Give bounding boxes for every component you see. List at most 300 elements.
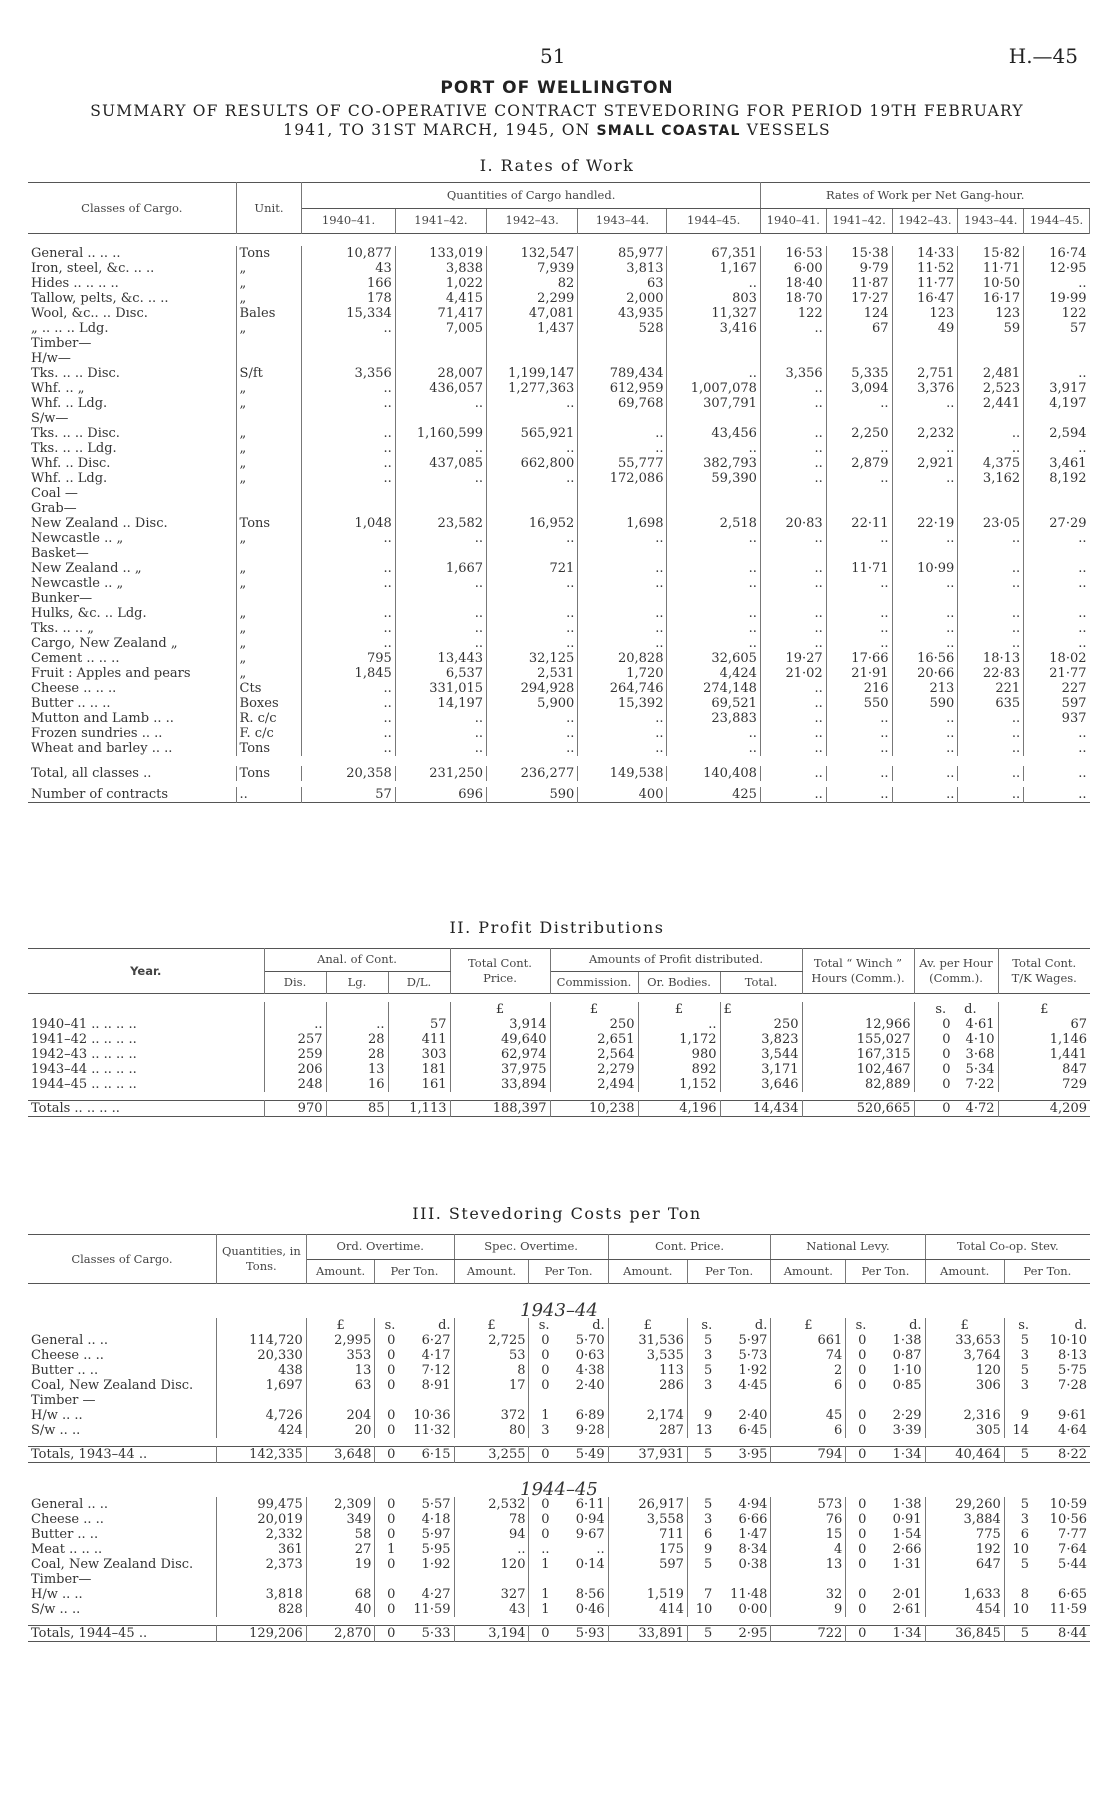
quantity-cell: 99,475 bbox=[216, 1497, 306, 1512]
quantity-cell: 2,332 bbox=[216, 1527, 306, 1542]
quantity-cell: .. bbox=[667, 576, 760, 591]
cargo-class-label: „ .. .. .. Ldg. bbox=[28, 321, 236, 336]
cargo-class-label: Coal — bbox=[28, 486, 236, 501]
com-cell: 2,494 bbox=[550, 1077, 638, 1092]
header-or-bodies: Or. Bodies. bbox=[638, 971, 720, 994]
rate-cell bbox=[1024, 351, 1090, 366]
unit-cell: „ bbox=[236, 531, 302, 546]
amount-cell: 20 bbox=[306, 1423, 375, 1438]
per-ton-shillings: 0 bbox=[858, 1542, 867, 1557]
av-pence: 3·68 bbox=[965, 1047, 995, 1062]
quantity-cell: .. bbox=[487, 396, 578, 411]
per-ton-pence: 2·40 bbox=[553, 1378, 609, 1393]
rate-cell: 5,335 bbox=[826, 366, 892, 381]
rate-cell: 2,879 bbox=[826, 456, 892, 471]
rate-cell: 22·19 bbox=[892, 516, 958, 531]
rate-cell: 3,162 bbox=[958, 471, 1024, 486]
unit-pound: £ bbox=[454, 1318, 529, 1333]
per-ton-shillings: 0 bbox=[541, 1378, 550, 1393]
rate-cell: 550 bbox=[826, 696, 892, 711]
per-ton-shillings: 0 bbox=[387, 1602, 396, 1617]
rate-cell: .. bbox=[760, 681, 826, 696]
per-ton-shillings: 5 bbox=[703, 1557, 713, 1572]
cargo-class-label: Iron, steel, &c. .. .. bbox=[28, 261, 236, 276]
cargo-class-label: New Zealand .. Disc. bbox=[28, 516, 236, 531]
per-ton-pence: 1·34 bbox=[869, 1447, 925, 1463]
cargo-class-label: Frozen sundries .. .. bbox=[28, 726, 236, 741]
per-ton-pence: 10·56 bbox=[1049, 1512, 1087, 1527]
per-ton-shillings: 0 bbox=[387, 1626, 396, 1641]
table-row bbox=[28, 501, 1090, 516]
unit-pence: d. bbox=[553, 1318, 609, 1333]
rate-cell bbox=[826, 336, 892, 351]
unit-cell bbox=[236, 591, 302, 606]
rate-cell: .. bbox=[760, 456, 826, 471]
amount-cell: 27 bbox=[306, 1542, 375, 1557]
quantity-cell bbox=[667, 351, 760, 366]
rate-cell: .. bbox=[760, 471, 826, 486]
unit-pound: £ bbox=[550, 1002, 638, 1017]
table-row bbox=[28, 741, 1090, 756]
per-ton-pence: 5·44 bbox=[1058, 1557, 1087, 1572]
lg-cell: 85 bbox=[326, 1101, 388, 1117]
per-ton-shillings: 5 bbox=[703, 1333, 713, 1348]
amount-cell bbox=[925, 1572, 1004, 1587]
per-ton-shillings: 0 bbox=[858, 1333, 867, 1348]
amount-cell: 78 bbox=[454, 1512, 529, 1527]
quantity-cell: 437,085 bbox=[395, 456, 486, 471]
table-row bbox=[28, 1602, 1090, 1617]
per-ton-pence: 2·61 bbox=[869, 1602, 925, 1617]
amount-cell bbox=[771, 1572, 846, 1587]
rate-cell: 2,232 bbox=[892, 426, 958, 441]
subtitle-line-2 bbox=[20, 121, 1094, 141]
per-ton-pence: 8·13 bbox=[1058, 1348, 1087, 1363]
per-ton-pence: 11·59 bbox=[1049, 1602, 1087, 1617]
dis-cell: 257 bbox=[264, 1032, 326, 1047]
rate-cell: .. bbox=[826, 636, 892, 651]
amount-cell: 3,194 bbox=[454, 1626, 529, 1642]
rate-cell: .. bbox=[892, 471, 958, 486]
quantity-cell: 10,877 bbox=[302, 246, 395, 261]
quantity-cell: .. bbox=[667, 441, 760, 456]
quantity-cell bbox=[487, 336, 578, 351]
cargo-class-label: Fruit : Apples and pears bbox=[28, 666, 236, 681]
quantity-cell: .. bbox=[578, 426, 667, 441]
per-ton-shillings bbox=[846, 1393, 870, 1408]
table-row bbox=[28, 336, 1090, 351]
per-ton-pence: 8·56 bbox=[553, 1587, 609, 1602]
per-ton-pence: 5·73 bbox=[715, 1348, 771, 1363]
winch-cell: 102,467 bbox=[802, 1062, 914, 1077]
header-total-cont: Total Cont. Price. bbox=[450, 949, 550, 994]
total-row bbox=[28, 766, 1090, 781]
amount-cell: 454 bbox=[925, 1602, 1004, 1617]
table-row bbox=[28, 1408, 1090, 1423]
unit-pound: £ bbox=[1040, 1002, 1049, 1017]
quantity-cell: .. bbox=[302, 381, 395, 396]
unit-shillings: s. bbox=[384, 1318, 396, 1333]
quantity-cell: 149,538 bbox=[578, 766, 667, 781]
table-row bbox=[28, 561, 1090, 576]
rate-cell: .. bbox=[958, 636, 1024, 651]
quantity-cell: 2,518 bbox=[667, 516, 760, 531]
header-per-ton: Per Ton. bbox=[375, 1259, 454, 1284]
per-ton-pence: 1·92 bbox=[715, 1363, 771, 1378]
quantity-cell: 236,277 bbox=[487, 766, 578, 781]
rate-cell: .. bbox=[760, 621, 826, 636]
quantity-cell: 3,813 bbox=[578, 261, 667, 276]
dl-cell: 1,113 bbox=[388, 1101, 450, 1117]
table-row bbox=[28, 291, 1090, 306]
spacer-cell bbox=[28, 994, 1090, 1003]
table-row bbox=[28, 426, 1090, 441]
quantity-cell: .. bbox=[302, 696, 395, 711]
per-ton-shillings: 0 bbox=[387, 1378, 396, 1393]
rate-cell: 16·17 bbox=[958, 291, 1024, 306]
per-ton-shillings: 5 bbox=[703, 1447, 713, 1462]
quantity-cell: 20,828 bbox=[578, 651, 667, 666]
unit-cell bbox=[236, 501, 302, 516]
rate-cell: .. bbox=[760, 426, 826, 441]
amount-cell: 33,653 bbox=[925, 1333, 1004, 1348]
per-ton-pence: 5·57 bbox=[398, 1497, 454, 1512]
rate-cell: 16·47 bbox=[892, 291, 958, 306]
per-ton-shillings: 0 bbox=[541, 1363, 550, 1378]
per-ton-shillings: 10 bbox=[695, 1602, 713, 1617]
lg-cell: .. bbox=[326, 1017, 388, 1032]
header-anal: Anal. of Cont. bbox=[264, 949, 450, 972]
per-ton-pence: 0·00 bbox=[715, 1602, 771, 1617]
cargo-class-label: Tks. .. .. „ bbox=[28, 621, 236, 636]
rate-cell: 18·02 bbox=[1049, 651, 1087, 666]
tc-cell: 37,975 bbox=[450, 1062, 550, 1077]
per-ton-shillings: 9 bbox=[703, 1542, 713, 1557]
per-ton-pence: 2·66 bbox=[869, 1542, 925, 1557]
rate-cell: 16·74 bbox=[1049, 246, 1087, 261]
rate-cell: .. bbox=[760, 531, 826, 546]
per-ton-shillings: 0 bbox=[858, 1512, 867, 1527]
per-ton-pence: 1·34 bbox=[869, 1626, 925, 1642]
amount-cell: 353 bbox=[306, 1348, 375, 1363]
quantity-cell: 331,015 bbox=[395, 681, 486, 696]
rate-cell: .. bbox=[892, 636, 958, 651]
rate-cell: .. bbox=[958, 621, 1024, 636]
quantity-cell: 1,437 bbox=[487, 321, 578, 336]
per-ton-pence: 4·64 bbox=[1058, 1423, 1087, 1438]
quantity-cell: 7,939 bbox=[487, 261, 578, 276]
table-row bbox=[28, 651, 1090, 666]
per-ton-pence: 8·91 bbox=[398, 1378, 454, 1393]
quantity-cell: 69,521 bbox=[667, 696, 760, 711]
per-ton-shillings: 0 bbox=[541, 1333, 550, 1348]
tot-cell: 14,434 bbox=[720, 1101, 802, 1117]
quantity-cell: .. bbox=[302, 561, 395, 576]
amount-cell: .. bbox=[454, 1542, 529, 1557]
quantity-cell: .. bbox=[487, 606, 578, 621]
rate-cell: .. bbox=[826, 766, 892, 781]
year-header-r-3: 1943–44. bbox=[958, 208, 1024, 234]
unit-cell: Bales bbox=[236, 306, 302, 321]
quantity-cell: 69,768 bbox=[578, 396, 667, 411]
per-ton-shillings: 0 bbox=[387, 1408, 396, 1423]
cargo-class-label: Wool, &c.. .. Dısc. bbox=[28, 306, 236, 321]
rate-cell: 20·83 bbox=[760, 516, 826, 531]
rate-cell: .. bbox=[760, 561, 826, 576]
quantity-cell: .. bbox=[395, 621, 486, 636]
subtitle-emphasis: SMALL COASTAL bbox=[596, 123, 741, 139]
per-ton-shillings: 9 bbox=[1020, 1408, 1030, 1423]
cargo-class-label: Tks. .. .. Disc. bbox=[28, 366, 236, 381]
quantity-cell: .. bbox=[487, 726, 578, 741]
rate-cell bbox=[826, 351, 892, 366]
rate-cell: 3,917 bbox=[1049, 381, 1087, 396]
header-per-ton: Per Ton. bbox=[846, 1259, 925, 1284]
unit-cell: „ bbox=[236, 606, 302, 621]
per-ton-pence: 6·65 bbox=[1058, 1587, 1087, 1602]
quantity-cell: 662,800 bbox=[487, 456, 578, 471]
per-ton-shillings: 3 bbox=[1020, 1348, 1030, 1363]
table-row bbox=[28, 276, 1090, 291]
quantity-cell: 13,443 bbox=[395, 651, 486, 666]
per-ton-pence: 4·27 bbox=[398, 1587, 454, 1602]
year-label: Totals .. .. .. .. bbox=[28, 1101, 264, 1117]
year-header-r-1: 1941–42. bbox=[826, 208, 892, 234]
rate-cell: 22·11 bbox=[826, 516, 892, 531]
rate-cell: 213 bbox=[892, 681, 958, 696]
header-quantities-tons: Quantities, in Tons. bbox=[216, 1235, 306, 1284]
quantity-cell: .. bbox=[302, 396, 395, 411]
unit-cell: „ bbox=[236, 396, 302, 411]
quantity-cell: .. bbox=[667, 366, 760, 381]
per-ton-shillings: 0 bbox=[387, 1363, 396, 1378]
table-row bbox=[28, 711, 1090, 726]
header-lg: Lg. bbox=[326, 971, 388, 994]
table-row bbox=[28, 1062, 1090, 1077]
per-ton-pence: 1·47 bbox=[715, 1527, 771, 1542]
rate-cell: 124 bbox=[826, 306, 892, 321]
per-ton-shillings: 0 bbox=[541, 1497, 550, 1512]
rate-cell bbox=[958, 591, 1024, 606]
per-ton-pence: 7·28 bbox=[1058, 1378, 1087, 1393]
quantity-cell: .. bbox=[667, 561, 760, 576]
com-cell: 2,279 bbox=[550, 1062, 638, 1077]
per-ton-pence: 0·14 bbox=[553, 1557, 609, 1572]
rate-cell: 11·87 bbox=[826, 276, 892, 291]
per-ton-shillings: 5 bbox=[1020, 1447, 1030, 1462]
cargo-class-label: Hulks, &c. .. Ldg. bbox=[28, 606, 236, 621]
per-ton-shillings: 0 bbox=[858, 1348, 867, 1363]
quantity-cell: 1,007,078 bbox=[667, 381, 760, 396]
unit-cell: „ bbox=[236, 426, 302, 441]
rate-cell: 15·82 bbox=[958, 246, 1024, 261]
rate-cell: 122 bbox=[1061, 306, 1087, 321]
rate-cell: .. bbox=[826, 471, 892, 486]
quantity-cell bbox=[302, 351, 395, 366]
quantity-cell: 721 bbox=[487, 561, 578, 576]
header-per-ton: Per Ton. bbox=[529, 1259, 608, 1284]
tk-wages-cell: 729 bbox=[1062, 1077, 1087, 1092]
quantity-cell: 59,390 bbox=[667, 471, 760, 486]
quantity-cell: 57 bbox=[302, 787, 395, 803]
tot-cell: 250 bbox=[720, 1017, 802, 1032]
quantity-cell bbox=[667, 546, 760, 561]
quantity-cell: .. bbox=[487, 711, 578, 726]
per-ton-pence: 9·61 bbox=[1058, 1408, 1087, 1423]
table-row bbox=[28, 1348, 1090, 1363]
per-ton-shillings: 5 bbox=[1020, 1626, 1030, 1641]
rate-cell: 67 bbox=[826, 321, 892, 336]
per-ton-pence: 6·27 bbox=[398, 1333, 454, 1348]
per-ton-shillings: 6 bbox=[1020, 1527, 1030, 1542]
rate-cell bbox=[1024, 336, 1090, 351]
quantity-cell bbox=[395, 591, 486, 606]
quantity-cell: .. bbox=[302, 636, 395, 651]
per-ton-pence: 1·31 bbox=[869, 1557, 925, 1572]
year-header-q-4: 1944–45. bbox=[667, 208, 760, 234]
rate-cell: 635 bbox=[958, 696, 1024, 711]
rate-cell bbox=[826, 546, 892, 561]
unit-cell: „ bbox=[236, 636, 302, 651]
per-ton-pence: 11·48 bbox=[715, 1587, 771, 1602]
quantity-cell: 32,605 bbox=[667, 651, 760, 666]
per-ton-shillings: 3 bbox=[703, 1512, 713, 1527]
per-ton-pence: 0·85 bbox=[869, 1378, 925, 1393]
quantity-cell: .. bbox=[487, 576, 578, 591]
av-per-hour-cell bbox=[914, 1017, 998, 1032]
rate-cell: .. bbox=[760, 381, 826, 396]
per-ton-pence bbox=[553, 1572, 609, 1587]
table-row bbox=[28, 411, 1090, 426]
ob-cell: 4,196 bbox=[638, 1101, 720, 1117]
contracts-row bbox=[28, 787, 1090, 803]
quantity-cell: 3,356 bbox=[302, 366, 395, 381]
amount-cell: 2,174 bbox=[608, 1408, 687, 1423]
rate-cell: 3,356 bbox=[760, 366, 826, 381]
quantity-cell bbox=[302, 411, 395, 426]
section-2-title: II. Profit Distributions bbox=[449, 918, 665, 937]
winch-cell: 155,027 bbox=[802, 1032, 914, 1047]
per-ton-shillings: 1 bbox=[387, 1542, 396, 1557]
rate-cell: .. bbox=[760, 787, 826, 803]
per-ton-pence bbox=[553, 1393, 609, 1408]
rate-cell bbox=[892, 336, 958, 351]
table-row bbox=[28, 576, 1090, 591]
quantity-cell: .. bbox=[578, 561, 667, 576]
quantity-cell: .. bbox=[578, 621, 667, 636]
rate-cell: 590 bbox=[892, 696, 958, 711]
per-ton-pence: 6·45 bbox=[715, 1423, 771, 1438]
spacer-row bbox=[28, 1438, 1090, 1447]
per-ton-shillings: 5 bbox=[1020, 1557, 1030, 1572]
amount-cell: 4 bbox=[771, 1542, 846, 1557]
per-ton-shillings: 9 bbox=[703, 1408, 713, 1423]
av-pence: 4·61 bbox=[965, 1017, 995, 1032]
rate-cell bbox=[892, 486, 958, 501]
per-ton-shillings: 0 bbox=[541, 1512, 550, 1527]
year-header-r-0: 1940–41. bbox=[760, 208, 826, 234]
amount-cell: 43 bbox=[454, 1602, 529, 1617]
rate-cell: .. bbox=[958, 606, 1024, 621]
quantity-cell: .. bbox=[395, 441, 486, 456]
amount-cell: 19 bbox=[306, 1557, 375, 1572]
per-ton-pence: 4·38 bbox=[553, 1363, 609, 1378]
rate-cell: 18·40 bbox=[760, 276, 826, 291]
av-shillings: 0 bbox=[942, 1047, 951, 1062]
cargo-class-label: General .. .. bbox=[28, 1333, 216, 1348]
subtitle-line-1: SUMMARY OF RESULTS OF CO-OPERATIVE CONTRACT STEVEDORING FOR PERIOD 19TH FEBRUARY bbox=[90, 102, 1024, 120]
quantity-cell: 15,392 bbox=[578, 696, 667, 711]
quantity-cell: 294,928 bbox=[487, 681, 578, 696]
cargo-class-label: Cheese .. .. bbox=[28, 1512, 216, 1527]
per-ton-shillings: 10 bbox=[1012, 1602, 1030, 1617]
table-row bbox=[28, 471, 1090, 486]
table-row bbox=[28, 516, 1090, 531]
quantity-cell bbox=[667, 336, 760, 351]
quantity-cell: 67,351 bbox=[667, 246, 760, 261]
per-ton-pence: 7·12 bbox=[398, 1363, 454, 1378]
unit-cell: „ bbox=[236, 321, 302, 336]
unit-pound: £ bbox=[450, 1002, 550, 1017]
rate-cell bbox=[958, 501, 1024, 516]
cargo-class-label: Whf. .. Disc. bbox=[28, 456, 236, 471]
quantity-cell: .. bbox=[395, 741, 486, 756]
amount-cell bbox=[771, 1393, 846, 1408]
cargo-class-label: Timber — bbox=[28, 1393, 216, 1408]
unit-cell: .. bbox=[236, 787, 302, 803]
header-per-ton: Per Ton. bbox=[1023, 1263, 1072, 1278]
quantity-cell: 11,327 bbox=[667, 306, 760, 321]
rate-cell: .. bbox=[892, 787, 958, 803]
cargo-class-label: Timber— bbox=[28, 1572, 216, 1587]
amount-cell: 94 bbox=[454, 1527, 529, 1542]
quantity-cell: 274,148 bbox=[667, 681, 760, 696]
quantity-cell: 23,582 bbox=[395, 516, 486, 531]
header-dis: Dis. bbox=[264, 971, 326, 994]
rate-cell: 16·53 bbox=[760, 246, 826, 261]
amount-cell bbox=[454, 1393, 529, 1408]
rate-cell: .. bbox=[760, 741, 826, 756]
header-amount: Amount. bbox=[925, 1259, 1004, 1284]
amount-cell bbox=[925, 1393, 1004, 1408]
quantity-cell bbox=[578, 546, 667, 561]
per-ton-pence: 4·45 bbox=[715, 1378, 771, 1393]
unit-cell: „ bbox=[236, 381, 302, 396]
rate-cell: .. bbox=[892, 766, 958, 781]
quantity-cell: .. bbox=[667, 531, 760, 546]
unit-pound: £ bbox=[608, 1318, 687, 1333]
av-pence: 5·34 bbox=[965, 1062, 995, 1077]
rate-cell: .. bbox=[892, 621, 958, 636]
subtitle-line-2-end: VESSELS bbox=[740, 121, 831, 139]
amount-cell: 3,558 bbox=[608, 1512, 687, 1527]
spacer-row bbox=[28, 1092, 1090, 1101]
rate-cell: .. bbox=[826, 576, 892, 591]
amount-cell: 68 bbox=[306, 1587, 375, 1602]
quantity-cell: 133,019 bbox=[395, 246, 486, 261]
rate-cell: .. bbox=[760, 766, 826, 781]
spacer-row bbox=[28, 994, 1090, 1003]
quantity-cell: .. bbox=[395, 636, 486, 651]
rate-cell bbox=[892, 546, 958, 561]
rate-cell: 2,751 bbox=[892, 366, 958, 381]
quantity-cell: 400 bbox=[578, 787, 667, 803]
header-per-ton: Per Ton. bbox=[687, 1259, 770, 1284]
per-ton-shillings: 0 bbox=[541, 1348, 550, 1363]
rate-cell: 2,594 bbox=[1049, 426, 1087, 441]
quantity-cell: .. bbox=[395, 396, 486, 411]
units-row bbox=[28, 1002, 1090, 1017]
